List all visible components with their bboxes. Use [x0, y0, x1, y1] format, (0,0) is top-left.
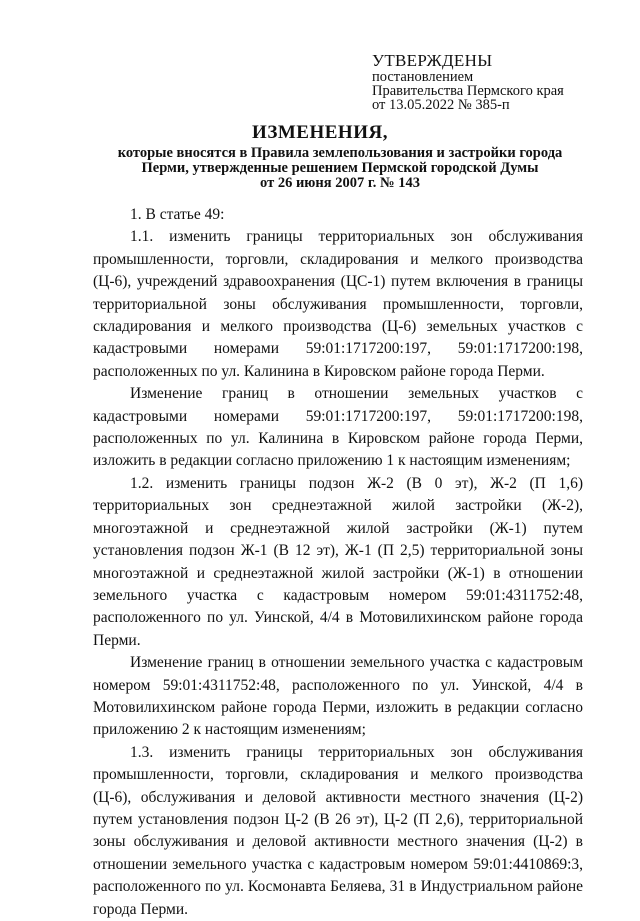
paragraph-article-49: 1. В статье 49:: [130, 206, 225, 223]
paragraph-1-2: 1.2. изменить границы подзон Ж-2 (В 0 эт), Ж-2 (П 1,6) территориальных зон среднеэтажной жилой застройки (Ж-2), многоэтажной и среднеэтажной жилой застройки (Ж-1) путем установления подзон Ж-1 (В 12 эт), Ж-1 (П 2,5) территориальной зоны многоэтажной и среднеэтажной жилой застройки (Ж-1) в отношении земельного участка с кадастровым номером 59:01:4311752:48, расположенного по ул. Уинской, 4/4 в Мотовилихинском районе города Перми.: [93, 474, 583, 649]
approval-block: [372, 52, 564, 112]
document-title: ИЗМЕНЕНИЯ,: [252, 122, 388, 143]
subtitle-line-1: которые вносятся в Правила землепользования и застройки города: [117, 145, 563, 161]
approval-heading: УТВЕРЖДЕНЫ: [372, 51, 493, 70]
document-subtitle: [100, 146, 580, 191]
paragraph-1-2-change: Изменение границ в отношении земельного участка с кадастровым номером 59:01:4311752:48, расположенного по ул. Уинской, 4/4 в Мотовилихинском районе города Перми, изложить в редакции согласно приложению 2 к настоящим изменениям;: [93, 654, 583, 739]
paragraph-1-1-change: Изменение границ в отношении земельных участков с кадастровыми номерами 59:01:1717200:197, 59:01:1717200:198, расположенных по ул. Калинина в Кировском районе города Перми, изложить в редакции согласно приложению 1 к настоящим изменениям;: [93, 385, 583, 470]
document-title-block: [0, 122, 640, 144]
document-body: [93, 204, 583, 921]
paragraph-1-3: 1.3. изменить границы территориальных зон обслуживания промышленности, торговли, складирования и мелкого производства (Ц-6), обслуживания и деловой активности местного значения (Ц-2) путем установления подзон Ц-2 (В 26 эт), Ц-2 (П 2,6), территориальной зоны обслуживания и деловой активности местного значения (Ц-2) в отношении земельного участка с кадастровым номером 59:01:4410869:3, расположенного по ул. Космонавта Беляева, 31 в Индустриальном районе города Перми.: [93, 743, 583, 918]
approval-line-decree: постановлением: [372, 69, 474, 85]
subtitle-line-2: Перми, утвержденные решением Пермской городской Думы: [141, 160, 539, 176]
paragraph-1-1: 1.1. изменить границы территориальных зон обслуживания промышленности, торговли, складирования и мелкого производства (Ц-6), учреждений здравоохранения (ЦС-1) путем включения в границы территориальной зоны обслуживания промышленности, торговли, складирования и мелкого производства (Ц-6) земельных участков с кадастровыми номерами 59:01:1717200:197, 59:01:1717200:198, расположенных по ул. Калинина в Кировском районе города Перми.: [93, 228, 583, 380]
subtitle-line-3: от 26 июня 2007 г. № 143: [260, 175, 420, 191]
approval-line-date: от 13.05.2022 № 385-п: [372, 97, 510, 113]
approval-line-government: Правительства Пермского края: [372, 83, 564, 99]
